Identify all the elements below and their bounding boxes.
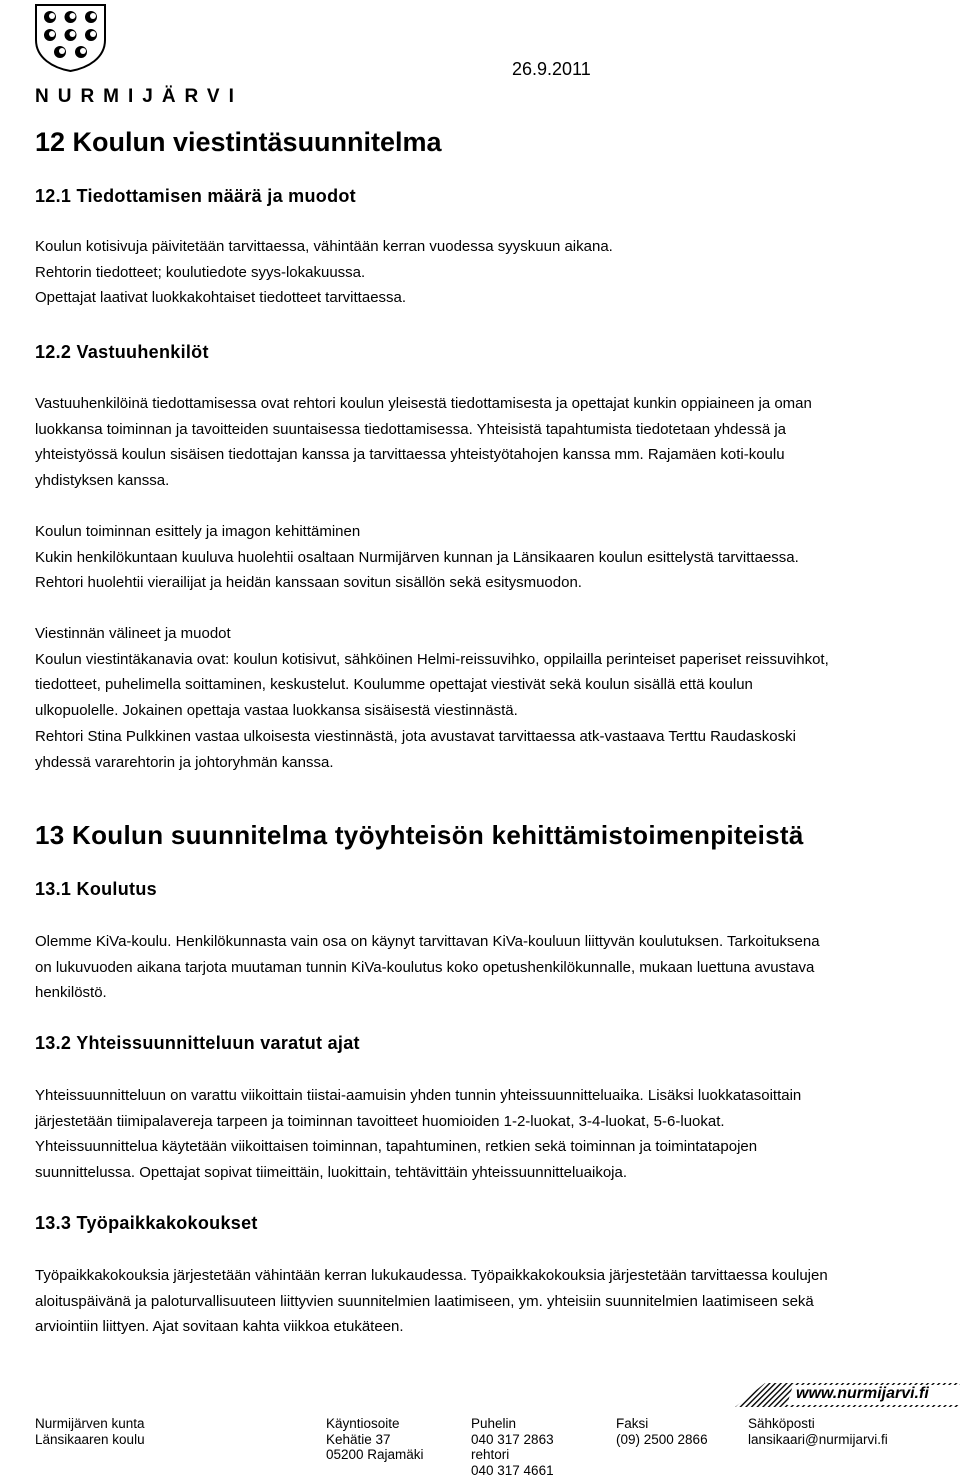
section-13-title: 13 Koulun suunnitelma työyhteisön kehittämistoimenpiteistä xyxy=(35,819,804,851)
footer-text: 040 317 2863 xyxy=(471,1432,554,1448)
paragraph-line: Opettajat laativat luokkakohtaiset tiedotteet tarvittaessa. xyxy=(35,285,915,311)
paragraph-line: suunnittelussa. Opettajat sopivat tiimeittäin, luokittain, tehtävittäin yhteissuunnitteluaikoja. xyxy=(35,1160,915,1186)
section-12-2-title: 12.2 Vastuuhenkilöt xyxy=(35,340,209,364)
paragraph-line: Rehtori Stina Pulkkinen vastaa ulkoisesta viestinnästä, jota avustavat tarvittaessa atk-vastaava Terttu Raudaskoski xyxy=(35,724,915,750)
section-12-1-body xyxy=(35,234,915,311)
paragraph-line: Rehtorin tiedotteet; koulutiedote syys-lokakuussa. xyxy=(35,260,915,286)
paragraph-line: aloituspäivänä ja paloturvallisuuteen liittyvien suunnitelmien laatimiseen, ym. yhteisiin suunnitelmien laatimiseen sekä xyxy=(35,1289,915,1315)
paragraph-line: henkilöstö. xyxy=(35,980,915,1006)
footer-text: Länsikaaren koulu xyxy=(35,1432,145,1448)
paragraph-line: Olemme KiVa-koulu. Henkilökunnasta vain osa on käynyt tarvittavan KiVa-kouluun liittyvän koulutuksen. Tarkoituksena xyxy=(35,929,915,955)
section-13-2-body xyxy=(35,1083,915,1186)
paragraph-line: Rehtori huolehtii vierailijat ja heidän kanssaan sovitun sisällön sekä esitysmuodon. xyxy=(35,570,915,596)
footer-text: Puhelin xyxy=(471,1416,554,1432)
paragraph-line: tiedotteet, puhelimella soittaminen, keskustelut. Koulumme opettajat viestivät sekä koulun sisällä että koulun xyxy=(35,672,915,698)
paragraph-line: Koulun viestintäkanavia ovat: koulun kotisivut, sähköinen Helmi-reissuvihko, oppilailla perinteiset paperiset reissuvihkot, xyxy=(35,647,915,673)
footer-text: Nurmijärven kunta xyxy=(35,1416,145,1432)
section-13-3-title: 13.3 Työpaikkakokoukset xyxy=(35,1211,258,1235)
paragraph-line: Työpaikkakokouksia järjestetään vähintään kerran lukukaudessa. Työpaikkakokouksia järjestetään tarvittaessa koulujen xyxy=(35,1263,915,1289)
paragraph-line: Kukin henkilökuntaan kuuluva huolehtii osaltaan Nurmijärven kunnan ja Länsikaaren koulun esittelystä tarvittaessa. xyxy=(35,545,915,571)
footer-text: 05200 Rajamäki xyxy=(326,1447,424,1463)
footer-text: Kehätie 37 xyxy=(326,1432,424,1448)
paragraph-line: arviointiin liittyen. Ajat sovitaan kahta viikkoa etukäteen. xyxy=(35,1314,915,1340)
footer-fax xyxy=(616,1416,708,1447)
footer-phone xyxy=(471,1416,554,1478)
paragraph-line: luokkansa toiminnan ja tavoitteiden suuntaisessa tiedottamisessa. Yhteisistä tapahtumista tiedotetaan yhdessä ja xyxy=(35,417,915,443)
section-13-1-body xyxy=(35,929,915,1006)
municipality-wordmark: NURMIJÄRVI xyxy=(35,86,243,108)
footer-address xyxy=(326,1416,424,1463)
paragraph-subheading: Viestinnän välineet ja muodot xyxy=(35,621,915,647)
section-13-3-body xyxy=(35,1263,915,1340)
paragraph-line: järjestetään tiimipalavereja tarpeen ja toiminnan tavoitteet huomioiden 1-2-luokat, 3-4-luokat, 5-6-luokat. xyxy=(35,1109,915,1135)
presentation-paragraph xyxy=(35,519,915,596)
paragraph-line: Yhteissuunnittelua käytetään viikoittaisen toiminnan, tapahtuminen, retkien sekä toiminnan ja toimintatapojen xyxy=(35,1134,915,1160)
paragraph-line: yhteistyössä koulun sisäisen tiedottajan kanssa ja tarvittaessa yhteistyötahojen kanssa mm. Rajamäen koti-koulu xyxy=(35,442,915,468)
paragraph-line: Yhteissuunnitteluun on varattu viikoittain tiistai-aamuisin yhden tunnin yhteissuunnitteluaika. Lisäksi luokkatasoittain xyxy=(35,1083,915,1109)
footer-text: rehtori xyxy=(471,1447,554,1463)
paragraph-line: Koulun kotisivuja päivitetään tarvittaessa, vähintään kerran vuodessa syyskuun aikana. xyxy=(35,234,915,260)
paragraph-line: on lukuvuoden aikana tarjota muutaman tunnin KiVa-koulutus koko opetushenkilökunnalle, mukaan luettuna avustava xyxy=(35,955,915,981)
paragraph-line: yhdistyksen kanssa. xyxy=(35,468,915,494)
footer-email-link[interactable]: lansikaari@nurmijarvi.fi xyxy=(748,1432,888,1448)
paragraph-line: Vastuuhenkilöinä tiedottamisessa ovat rehtori koulun yleisestä tiedottamisesta ja opettajat kunkin oppiaineen ja oman xyxy=(35,391,915,417)
section-13-1-title: 13.1 Koulutus xyxy=(35,877,157,901)
paragraph-subheading: Koulun toiminnan esittely ja imagon kehittäminen xyxy=(35,519,915,545)
section-12-1-title: 12.1 Tiedottamisen määrä ja muodot xyxy=(35,184,356,208)
paragraph-line: yhdessä vararehtorin ja johtoryhmän kanssa. xyxy=(35,750,915,776)
paragraph-line: ulkopuolelle. Jokainen opettaja vastaa luokkansa sisäisestä viestinnästä. xyxy=(35,698,915,724)
footer-organization xyxy=(35,1416,145,1447)
footer-website-link[interactable]: www.nurmijarvi.fi xyxy=(796,1384,929,1404)
footer-text: 040 317 4661 xyxy=(471,1463,554,1478)
document-date: 26.9.2011 xyxy=(512,58,591,80)
footer-text: (09) 2500 2866 xyxy=(616,1432,708,1448)
footer-text: Käyntiosoite xyxy=(326,1416,424,1432)
footer-text: Sähköposti xyxy=(748,1416,888,1432)
section-12-2-body xyxy=(35,391,915,494)
footer-email xyxy=(748,1416,888,1447)
footer-text: Faksi xyxy=(616,1416,708,1432)
coat-of-arms-logo xyxy=(33,2,108,72)
section-12-title: 12 Koulun viestintäsuunnitelma xyxy=(35,126,442,158)
section-13-2-title: 13.2 Yhteissuunnitteluun varatut ajat xyxy=(35,1031,360,1055)
communication-channels-paragraph xyxy=(35,621,915,775)
